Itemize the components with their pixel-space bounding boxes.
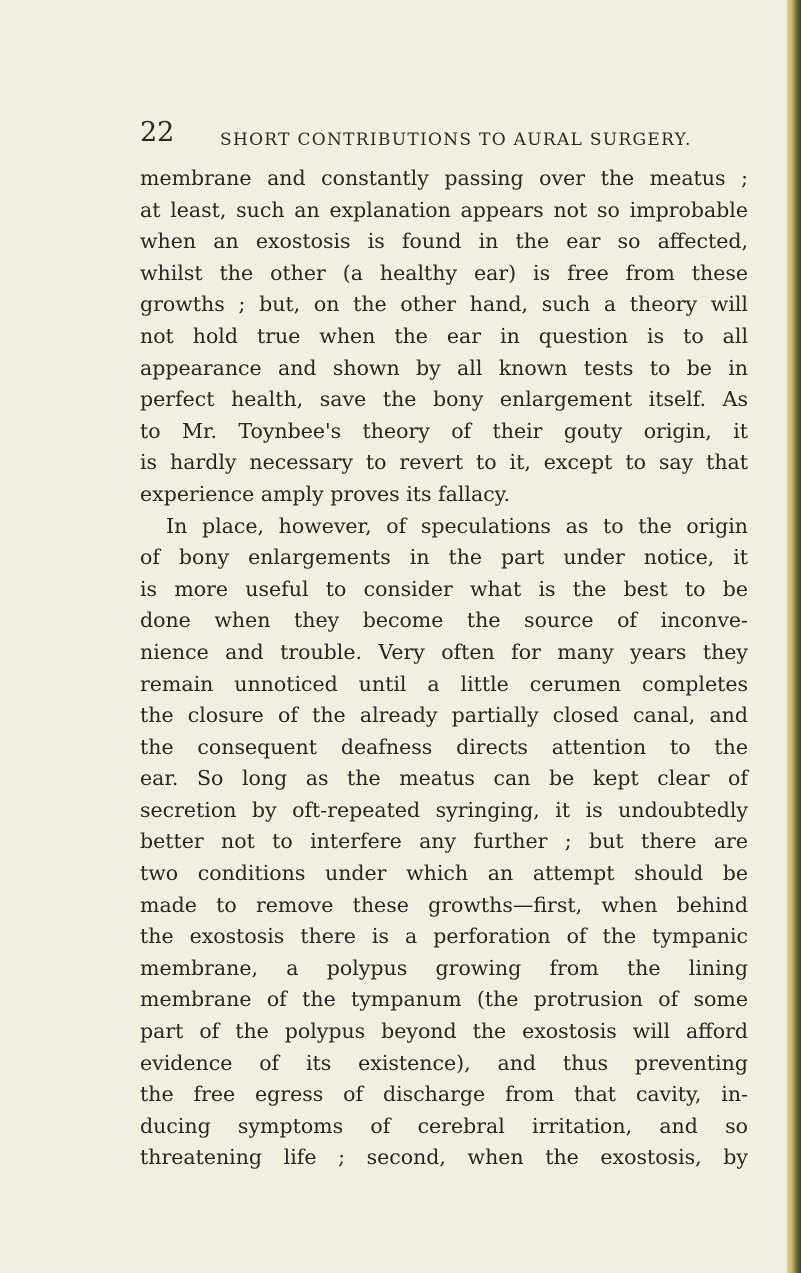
text-line: perfect health, save the bony enlargement itself. As bbox=[140, 387, 748, 412]
body-text bbox=[140, 163, 748, 1174]
text-line: ear. So long as the meatus can be kept clear of bbox=[140, 766, 748, 791]
text-line: the exostosis there is a perforation of the tympanic bbox=[140, 924, 748, 949]
text-line: better not to interfere any further ; but there are bbox=[140, 829, 748, 854]
text-line: part of the polypus beyond the exostosis will afford bbox=[140, 1019, 748, 1044]
text-line: at least, such an explanation appears not so improbable bbox=[140, 197, 748, 222]
page-edge-shadow bbox=[787, 0, 801, 1273]
text-line: is more useful to consider what is the best to be bbox=[140, 576, 748, 601]
text-line: nience and trouble. Very often for many years they bbox=[140, 639, 748, 664]
text-line: the consequent deafness directs attention to the bbox=[140, 734, 748, 759]
text-line: evidence of its existence), and thus preventing bbox=[140, 1050, 748, 1075]
text-line: two conditions under which an attempt should be bbox=[140, 861, 748, 886]
text-line: membrane, a polypus growing from the lining bbox=[140, 955, 748, 980]
text-line: secretion by oft-repeated syringing, it is undoubtedly bbox=[140, 797, 748, 822]
text-line: ducing symptoms of cerebral irritation, and so bbox=[140, 1113, 748, 1138]
text-line: membrane of the tympanum (the protrusion of some bbox=[140, 987, 748, 1012]
text-line: growths ; but, on the other hand, such a theory will bbox=[140, 292, 748, 317]
page-header bbox=[140, 118, 740, 158]
text-line: when an exostosis is found in the ear so affected, bbox=[140, 229, 748, 254]
text-line: the closure of the already partially closed canal, and bbox=[140, 703, 748, 728]
text-line: appearance and shown by all known tests to be in bbox=[140, 355, 748, 380]
text-line: whilst the other (a healthy ear) is free from these bbox=[140, 260, 748, 285]
text-line: not hold true when the ear in question is to all bbox=[140, 323, 748, 348]
text-line: is hardly necessary to revert to it, except to say that bbox=[140, 450, 748, 475]
text-line: the free egress of discharge from that cavity, in- bbox=[140, 1082, 748, 1107]
text-line: threatening life ; second, when the exostosis, by bbox=[140, 1145, 748, 1170]
text-line: remain unnoticed until a little cerumen completes bbox=[140, 671, 748, 696]
text-line: experience amply proves its fallacy. bbox=[140, 481, 511, 506]
text-line: membrane and constantly passing over the meatus ; bbox=[140, 166, 748, 190]
text-line: to Mr. Toynbee's theory of their gouty origin, it bbox=[140, 418, 748, 443]
page-number: 22 bbox=[140, 117, 175, 148]
text-line: done when they become the source of inconve- bbox=[140, 608, 748, 633]
running-head: SHORT CONTRIBUTIONS TO AURAL SURGERY. bbox=[220, 130, 692, 150]
text-line: of bony enlargements in the part under notice, it bbox=[140, 545, 748, 570]
text-line: made to remove these growths—first, when behind bbox=[140, 892, 748, 917]
text-line: In place, however, of speculations as to the origin bbox=[166, 513, 748, 538]
